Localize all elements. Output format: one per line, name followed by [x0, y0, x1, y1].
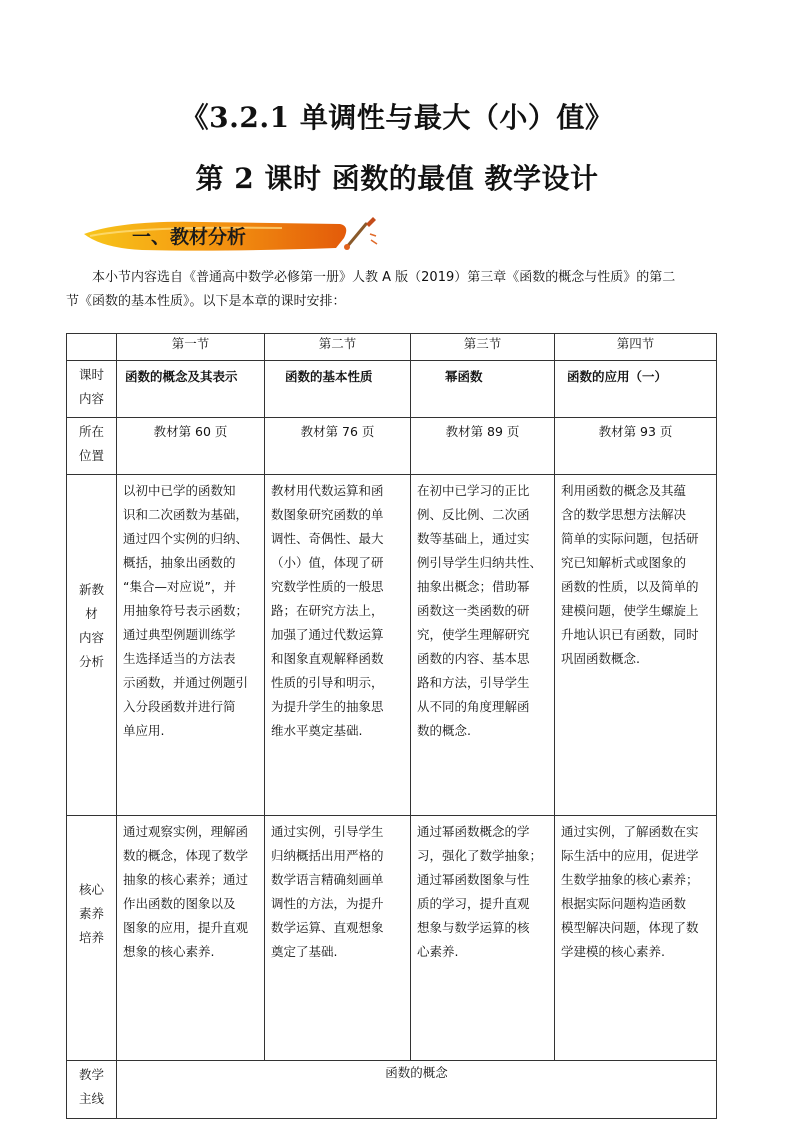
cell-line: 究，使学生理解研究	[417, 627, 530, 642]
row-label	[67, 1061, 117, 1119]
cell-line: 升地认识已有函数，同时	[561, 627, 699, 642]
cell-line: 路和方法，引导学生	[417, 675, 530, 690]
cell-line: 性质的引导和明示，	[271, 675, 384, 690]
cell-line: 抽象的核心素养；通过	[123, 872, 249, 887]
cell-line: 通过实例，引导学生	[271, 824, 384, 839]
cell-line: 生数学抽象的核心素养；	[561, 872, 699, 887]
cell-line: 函数的性质，以及简单的	[561, 579, 699, 594]
table-header-cell: 第二节	[265, 334, 411, 361]
cell-line: 数的概念.	[417, 723, 471, 738]
table-cell	[117, 816, 265, 1061]
cell-line: 奠定了基础.	[271, 944, 338, 959]
table-cell	[117, 475, 265, 816]
cell-line: 加强了通过代数运算	[271, 627, 384, 642]
row-label	[67, 418, 117, 475]
cell-line: 通过幂函数图象与性	[417, 872, 530, 887]
table-cell	[265, 816, 411, 1061]
cell-line: 通过四个实例的归纳、	[123, 531, 249, 546]
document-subtitle: 第 2 课时 函数的最值 教学设计	[195, 162, 599, 195]
table-row	[67, 816, 717, 1061]
cell-line: 学建模的核心素养.	[561, 944, 665, 959]
row-label-line: 材	[85, 606, 98, 621]
cell-line: 心素养.	[417, 944, 459, 959]
table-cell	[265, 475, 411, 816]
table-cell: 函数的应用（一）	[555, 361, 717, 418]
cell-line: （小）值，体现了研	[271, 555, 384, 570]
row-label	[67, 816, 117, 1061]
cell-line: 利用函数的概念及其蕴	[561, 483, 687, 498]
cell-line: 维水平奠定基础.	[271, 723, 363, 738]
cell-line: 通过观察实例，理解函	[123, 824, 249, 839]
table-cell: 函数的基本性质	[265, 361, 411, 418]
intro-paragraph	[66, 266, 730, 314]
cell-line: 示函数，并通过例题引	[123, 675, 249, 690]
row-label-line: 内容	[78, 391, 104, 406]
section-label: 一、教材分析	[132, 226, 247, 248]
row-label	[67, 475, 117, 816]
intro-line: 本小节内容选自《普通高中数学必修第一册》人教 A 版（2019）第三章《函数的概念与性质》的第二	[92, 270, 676, 285]
table-cell: 教材第 60 页	[117, 418, 265, 475]
table-header-cell: 第三节	[411, 334, 555, 361]
brush-icon	[340, 214, 380, 254]
table-cell	[555, 816, 717, 1061]
table-header-cell: 第四节	[555, 334, 717, 361]
cell-line: 从不同的角度理解函	[417, 699, 530, 714]
cell-line: 究已知解析式或图象的	[561, 555, 687, 570]
intro-line: 节《函数的基本性质》。以下是本章的课时安排：	[66, 294, 346, 309]
cell-line: 作出函数的图象以及	[123, 896, 236, 911]
cell-line: 通过典型例题训练学	[123, 627, 236, 642]
row-label-line: 课时	[78, 367, 104, 382]
cell-line: 根据实际问题构造函数	[561, 896, 687, 911]
cell-line: 调性的方法，为提升	[271, 896, 384, 911]
cell-line: 概括，抽象出函数的	[123, 555, 236, 570]
cell-line: 为提升学生的抽象思	[271, 699, 384, 714]
cell-line: 函数这一类函数的研	[417, 603, 530, 618]
cell-line: 在初中已学习的正比	[417, 483, 530, 498]
cell-line: 识和二次函数为基础，	[123, 507, 249, 522]
main-line-cell: 函数的概念	[117, 1061, 717, 1119]
row-label-line: 培养	[78, 930, 104, 945]
cell-line: 调性、奇偶性、最大	[271, 531, 384, 546]
cell-line: 例引导学生归纳共性、	[417, 555, 543, 570]
table-cell: 教材第 89 页	[411, 418, 555, 475]
cell-line: “集合—对应说”，并	[123, 579, 236, 594]
row-label-line: 分析	[78, 654, 104, 669]
row-label-line: 所在	[78, 424, 104, 439]
section-banner	[82, 212, 372, 262]
table-header-row	[67, 334, 717, 361]
schedule-table	[66, 333, 717, 1119]
row-label-line: 主线	[78, 1091, 104, 1106]
row-label-line: 内容	[78, 630, 104, 645]
cell-line: 习，强化了数学抽象；	[417, 848, 543, 863]
cell-line: 数学运算、直观想象	[271, 920, 384, 935]
row-label-line: 位置	[78, 448, 104, 463]
table-cell: 幂函数	[411, 361, 555, 418]
table-header-cell: 第一节	[117, 334, 265, 361]
row-label-line: 新教	[78, 582, 104, 597]
cell-line: 模型解决问题，体现了数	[561, 920, 699, 935]
row-label	[67, 361, 117, 418]
cell-line: 想象与数学运算的核	[417, 920, 530, 935]
cell-line: 数等基础上，通过实	[417, 531, 530, 546]
table-row	[67, 418, 717, 475]
cell-line: 建模问题，使学生螺旋上	[561, 603, 699, 618]
table-cell	[411, 816, 555, 1061]
cell-line: 简单的实际问题，包括研	[561, 531, 699, 546]
table-cell: 函数的概念及其表示	[117, 361, 265, 418]
row-label-line: 核心	[78, 882, 104, 897]
cell-line: 归纳概括出用严格的	[271, 848, 384, 863]
table-cell: 教材第 93 页	[555, 418, 717, 475]
cell-line: 生选择适当的方法表	[123, 651, 236, 666]
cell-line: 用抽象符号表示函数；	[123, 603, 249, 618]
cell-line: 例、反比例、二次函	[417, 507, 530, 522]
cell-line: 抽象出概念；借助幂	[417, 579, 530, 594]
cell-line: 图象的应用，提升直观	[123, 920, 249, 935]
cell-line: 教材用代数运算和函	[271, 483, 384, 498]
table-row	[67, 1061, 717, 1119]
table-row	[67, 475, 717, 816]
cell-line: 数图象研究函数的单	[271, 507, 384, 522]
cell-line: 数的概念，体现了数学	[123, 848, 249, 863]
cell-line: 想象的核心素养.	[123, 944, 215, 959]
cell-line: 际生活中的应用，促进学	[561, 848, 699, 863]
cell-line: 和图象直观解释函数	[271, 651, 384, 666]
cell-line: 通过幂函数概念的学	[417, 824, 530, 839]
cell-line: 以初中已学的函数知	[123, 483, 236, 498]
table-cell	[411, 475, 555, 816]
table-header-cell	[67, 334, 117, 361]
row-label-line: 素养	[78, 906, 104, 921]
cell-line: 究数学性质的一般思	[271, 579, 384, 594]
cell-line: 含的数学思想方法解决	[561, 507, 687, 522]
table-cell: 教材第 76 页	[265, 418, 411, 475]
row-label-line: 教学	[78, 1067, 104, 1082]
cell-line: 质的学习，提升直观	[417, 896, 530, 911]
cell-line: 数学语言精确刻画单	[271, 872, 384, 887]
table-row	[67, 361, 717, 418]
cell-line: 通过实例，了解函数在实	[561, 824, 699, 839]
cell-line: 入分段函数并进行简	[123, 699, 236, 714]
cell-line: 单应用.	[123, 723, 165, 738]
table-cell	[555, 475, 717, 816]
cell-line: 巩固函数概念.	[561, 651, 640, 666]
document-title: 《3.2.1 单调性与最大（小）值》	[180, 101, 614, 134]
cell-line: 路；在研究方法上，	[271, 603, 384, 618]
cell-line: 函数的内容、基本思	[417, 651, 530, 666]
